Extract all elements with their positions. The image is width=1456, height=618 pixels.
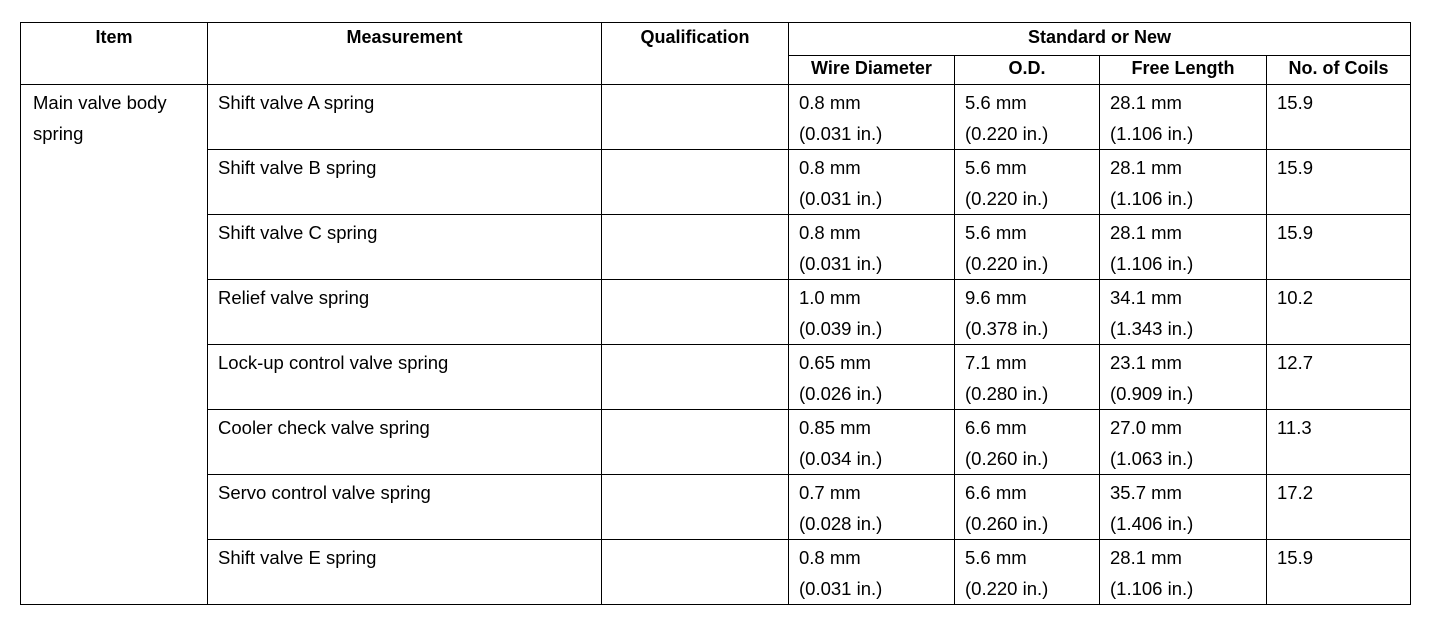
od-in: (0.280 in.) [965, 383, 1049, 404]
free-length-mm: 28.1 mm [1110, 222, 1182, 243]
table-header [21, 23, 1411, 85]
table-row [21, 85, 1411, 150]
table-row [21, 475, 1411, 540]
wire-diameter-in: (0.039 in.) [799, 318, 883, 339]
wire-diameter-in: (0.031 in.) [799, 253, 883, 274]
wire-diameter-cell [789, 410, 955, 475]
header-no-of-coils: No. of Coils [1267, 56, 1411, 85]
free-length-mm: 27.0 mm [1110, 417, 1182, 438]
measurement-cell: Shift valve B spring [208, 150, 602, 215]
free-length-mm: 28.1 mm [1110, 157, 1182, 178]
header-od: O.D. [955, 56, 1100, 85]
table-row [21, 215, 1411, 280]
header-wire-diameter: Wire Diameter [789, 56, 955, 85]
od-cell [955, 85, 1100, 150]
od-cell [955, 215, 1100, 280]
table-body [21, 85, 1411, 605]
free-length-mm: 28.1 mm [1110, 547, 1182, 568]
coils-cell: 15.9 [1267, 150, 1411, 215]
od-cell [955, 150, 1100, 215]
free-length-mm: 35.7 mm [1110, 482, 1182, 503]
od-in: (0.260 in.) [965, 448, 1049, 469]
wire-diameter-cell [789, 540, 955, 605]
table-row [21, 280, 1411, 345]
table-row [21, 150, 1411, 215]
free-length-in: (0.909 in.) [1110, 383, 1194, 404]
od-mm: 5.6 mm [965, 157, 1027, 178]
free-length-in: (1.063 in.) [1110, 448, 1194, 469]
qualification-cell [602, 150, 789, 215]
free-length-cell [1100, 410, 1267, 475]
header-item: Item [21, 23, 208, 85]
free-length-mm: 23.1 mm [1110, 352, 1182, 373]
od-in: (0.220 in.) [965, 123, 1049, 144]
qualification-cell [602, 215, 789, 280]
free-length-cell [1100, 215, 1267, 280]
od-mm: 5.6 mm [965, 222, 1027, 243]
measurement-cell: Shift valve C spring [208, 215, 602, 280]
qualification-cell [602, 475, 789, 540]
coils-cell: 15.9 [1267, 85, 1411, 150]
od-mm: 9.6 mm [965, 287, 1027, 308]
wire-diameter-cell [789, 475, 955, 540]
table-row [21, 410, 1411, 475]
qualification-cell [602, 280, 789, 345]
table-row [21, 345, 1411, 410]
od-cell [955, 475, 1100, 540]
od-mm: 5.6 mm [965, 92, 1027, 113]
od-mm: 7.1 mm [965, 352, 1027, 373]
free-length-in: (1.106 in.) [1110, 188, 1194, 209]
free-length-cell [1100, 85, 1267, 150]
qualification-cell [602, 85, 789, 150]
wire-diameter-cell [789, 215, 955, 280]
wire-diameter-mm: 0.8 mm [799, 222, 861, 243]
table-row [21, 540, 1411, 605]
od-cell [955, 280, 1100, 345]
coils-cell: 17.2 [1267, 475, 1411, 540]
free-length-cell [1100, 475, 1267, 540]
coils-cell: 10.2 [1267, 280, 1411, 345]
spring-spec-table [20, 22, 1411, 605]
free-length-in: (1.106 in.) [1110, 123, 1194, 144]
measurement-cell: Shift valve E spring [208, 540, 602, 605]
od-mm: 6.6 mm [965, 482, 1027, 503]
wire-diameter-in: (0.031 in.) [799, 123, 883, 144]
qualification-cell [602, 410, 789, 475]
header-standard-or-new: Standard or New [789, 23, 1411, 56]
wire-diameter-mm: 0.8 mm [799, 92, 861, 113]
wire-diameter-cell [789, 85, 955, 150]
qualification-cell [602, 345, 789, 410]
free-length-cell [1100, 280, 1267, 345]
free-length-cell [1100, 540, 1267, 605]
measurement-cell: Shift valve A spring [208, 85, 602, 150]
free-length-in: (1.106 in.) [1110, 253, 1194, 274]
wire-diameter-mm: 1.0 mm [799, 287, 861, 308]
wire-diameter-cell [789, 280, 955, 345]
od-in: (0.378 in.) [965, 318, 1049, 339]
od-cell [955, 410, 1100, 475]
item-label-line1: Main valve body [33, 92, 167, 113]
header-qualification: Qualification [602, 23, 789, 85]
wire-diameter-mm: 0.8 mm [799, 547, 861, 568]
header-measurement: Measurement [208, 23, 602, 85]
wire-diameter-in: (0.028 in.) [799, 513, 883, 534]
od-cell [955, 540, 1100, 605]
free-length-mm: 34.1 mm [1110, 287, 1182, 308]
wire-diameter-cell [789, 345, 955, 410]
measurement-cell: Lock-up control valve spring [208, 345, 602, 410]
free-length-mm: 28.1 mm [1110, 92, 1182, 113]
free-length-in: (1.406 in.) [1110, 513, 1194, 534]
measurement-cell: Cooler check valve spring [208, 410, 602, 475]
od-cell [955, 345, 1100, 410]
coils-cell: 11.3 [1267, 410, 1411, 475]
od-in: (0.220 in.) [965, 188, 1049, 209]
wire-diameter-cell [789, 150, 955, 215]
wire-diameter-mm: 0.85 mm [799, 417, 871, 438]
od-in: (0.260 in.) [965, 513, 1049, 534]
od-mm: 5.6 mm [965, 547, 1027, 568]
wire-diameter-mm: 0.7 mm [799, 482, 861, 503]
wire-diameter-mm: 0.8 mm [799, 157, 861, 178]
wire-diameter-in: (0.031 in.) [799, 188, 883, 209]
free-length-in: (1.343 in.) [1110, 318, 1194, 339]
od-in: (0.220 in.) [965, 253, 1049, 274]
wire-diameter-in: (0.026 in.) [799, 383, 883, 404]
free-length-cell [1100, 345, 1267, 410]
qualification-cell [602, 540, 789, 605]
od-mm: 6.6 mm [965, 417, 1027, 438]
wire-diameter-in: (0.034 in.) [799, 448, 883, 469]
measurement-cell: Relief valve spring [208, 280, 602, 345]
free-length-cell [1100, 150, 1267, 215]
coils-cell: 15.9 [1267, 215, 1411, 280]
item-cell [21, 85, 208, 605]
item-label-line2: spring [33, 123, 84, 144]
measurement-cell: Servo control valve spring [208, 475, 602, 540]
header-free-length: Free Length [1100, 56, 1267, 85]
coils-cell: 12.7 [1267, 345, 1411, 410]
wire-diameter-in: (0.031 in.) [799, 578, 883, 599]
free-length-in: (1.106 in.) [1110, 578, 1194, 599]
od-in: (0.220 in.) [965, 578, 1049, 599]
coils-cell: 15.9 [1267, 540, 1411, 605]
wire-diameter-mm: 0.65 mm [799, 352, 871, 373]
